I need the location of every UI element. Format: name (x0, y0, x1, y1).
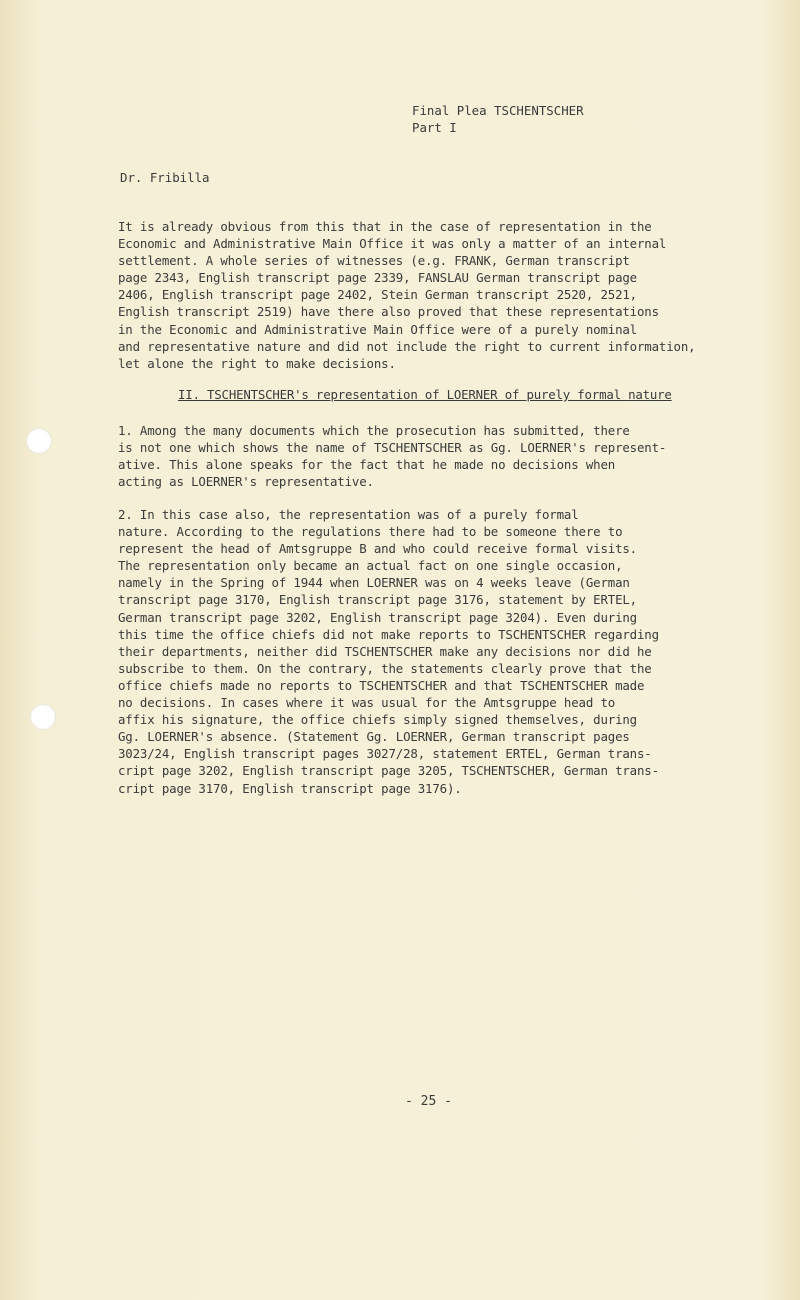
text-line: transcript page 3170, English transcript page 3176, statement by ERTEL, (118, 592, 637, 608)
text-line: nature. According to the regulations there had to be someone there to (118, 524, 623, 540)
text-line: settlement. A whole series of witnesses (e.g. FRANK, German transcript (118, 253, 630, 269)
text-line: English transcript 2519) have there also proved that these representations (118, 304, 659, 320)
paragraph-intro (118, 218, 768, 372)
section-heading: II. TSCHENTSCHER's representation of LOERNER of purely formal nature (178, 387, 672, 402)
text-line: 1. Among the many documents which the prosecution has submitted, there (118, 423, 630, 438)
text-line: let alone the right to make decisions. (118, 355, 396, 371)
text-line: 2406, English transcript page 2402, Stein German transcript 2520, 2521, (118, 287, 637, 303)
punch-hole-top (26, 428, 52, 454)
text-line: acting as LOERNER's representative. (118, 474, 374, 490)
text-line: 3023/24, English transcript pages 3027/28, statement ERTEL, German trans- (118, 746, 652, 762)
paragraph-point-2 (118, 506, 768, 797)
text-line: represent the head of Amtsgruppe B and who could receive formal visits. (118, 541, 637, 557)
punch-hole-bottom (30, 704, 56, 730)
text-line: Economic and Administrative Main Office it was only a matter of an internal (118, 236, 667, 252)
text-line: Gg. LOERNER's absence. (Statement Gg. LOERNER, German transcript pages (118, 729, 630, 745)
page-number: - 25 - (405, 1094, 452, 1109)
text-line: page 2343, English transcript page 2339, FANSLAU German transcript page (118, 270, 637, 286)
author-name: Dr. Fribilla (120, 170, 210, 185)
text-line: no decisions. In cases where it was usual for the Amtsgruppe head to (118, 695, 616, 711)
text-line: in the Economic and Administrative Main Office were of a purely nominal (118, 321, 637, 337)
paragraph-point-1 (118, 422, 768, 490)
text-line: ative. This alone speaks for the fact that he made no decisions when (118, 457, 616, 473)
header-part: Part I (412, 120, 457, 135)
header-title: Final Plea TSCHENTSCHER (412, 103, 584, 118)
text-line: subscribe to them. On the contrary, the statements clearly prove that the (118, 660, 652, 676)
text-line: It is already obvious from this that in the case of representation in the (118, 219, 652, 234)
text-line: affix his signature, the office chiefs simply signed themselves, during (118, 712, 637, 728)
text-line: The representation only became an actual fact on one single occasion, (118, 558, 623, 574)
text-line: this time the office chiefs did not make reports to TSCHENTSCHER regarding (118, 626, 659, 642)
text-line: cript page 3170, English transcript page 3176). (118, 780, 462, 796)
text-line: office chiefs made no reports to TSCHENTSCHER and that TSCHENTSCHER made (118, 677, 645, 693)
text-line: and representative nature and did not include the right to current information, (118, 338, 696, 354)
text-line: their departments, neither did TSCHENTSCHER make any decisions nor did he (118, 643, 652, 659)
text-line: is not one which shows the name of TSCHENTSCHER as Gg. LOERNER's represent- (118, 440, 667, 456)
text-line: cript page 3202, English transcript page 3205, TSCHENTSCHER, German trans- (118, 763, 659, 779)
text-line: namely in the Spring of 1944 when LOERNER was on 4 weeks leave (German (118, 575, 630, 591)
text-line: 2. In this case also, the representation was of a purely formal (118, 507, 579, 522)
text-line: German transcript page 3202, English transcript page 3204). Even during (118, 609, 637, 625)
